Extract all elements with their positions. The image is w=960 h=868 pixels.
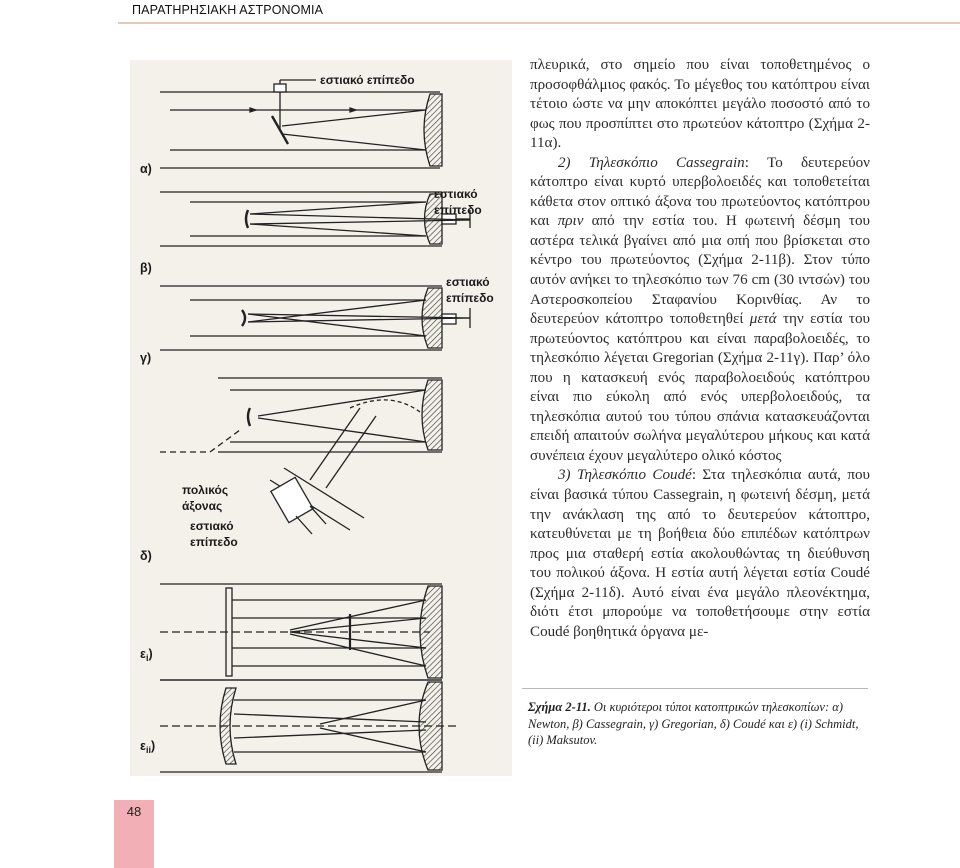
label-d: δ) (140, 549, 152, 563)
cassegrain-text-b: από την εστία του. Η φωτεινή δέσμη του αστέρα τελικά βγαίνει από μια οπή που βρίσκεται στο κέντρο του πρωτεύοντος (Σχήμα 2-11β). Στον τύπο αυτόν ανήκει το τηλεσκόπιο των 76 cm (30 ιντσών) του Αστεροσκοπείου Σταφανίου Κορινθίας. Αν το δευτερεύον κάτοπτρο τοποθετηθεί (530, 213, 870, 328)
paragraph-newton-end: πλευρικά, στο σημείο που είναι τοποθετημένος ο προσοφθάλμιος φακός. Το μέγεθος του κατόπτρου είναι τέτοιο ώστε να μην αποκόπτει μεγάλο ποσοστό από το φως που προσπίπτει στο πρωτεύον κάτοπτρο (Σχήμα 2-11α). (530, 57, 870, 152)
annotation-focal-b-line2: επίπεδο (434, 203, 482, 217)
gregorian-diagram (160, 286, 470, 350)
label-ei (140, 647, 153, 663)
paragraph-coude (530, 466, 870, 642)
label-eii-paren: ) (150, 739, 156, 753)
page-number: 48 (126, 804, 142, 819)
figure-caption (528, 699, 870, 749)
annotation-polar-line1: πολικός (182, 483, 229, 497)
coude-title: 3) Τηλεσκόπιο Coudé (558, 467, 692, 484)
caption-rule (522, 688, 868, 689)
caption-label: Σχήμα 2-11. (528, 700, 591, 714)
telescope-diagrams (130, 60, 512, 776)
label-ei-letter: ε (140, 647, 146, 661)
cassegrain-diagram (160, 192, 470, 246)
page-number-box (114, 800, 154, 868)
annotation-focal-c-line2: επίπεδο (446, 291, 494, 305)
paragraph-cassegrain (530, 154, 870, 467)
coude-text: : Στα τηλεσκόπια αυτά, που είναι βασικά τύπου Cassegrain, η φωτεινή δέσμη, μετά την ανάκλαση της από το δευτερεύον κάτοπτρο, κατευθύνεται με τη βοήθεια δύο επιπέδων κατόπτρων προς μια σταθερή εστία ακολουθώντας τη διεύθυνση του πολικού άξονα. Η εστία αυτή λέγεται εστία Coudé (Σχήμα 2-11δ). Αυτό είναι ένα μεγάλο πλεονέκτημα, διότι έτσι μπορούμε να τοποθετήσουμε στην εστία Coudé βοηθητικά όργανα με- (530, 467, 870, 640)
cassegrain-title: 2) Τηλεσκόπιο Cassegrain (558, 154, 745, 171)
header-rule (118, 22, 960, 24)
caption-text: Οι κυριότεροι τύποι κατοπτρικών τηλεσκοπίων: α) Newton, β) Cassegrain, γ) Gregorian, δ) Coudé και ε) (i) Schmidt, (ii) Maksutov. (528, 700, 859, 747)
label-b: β) (140, 261, 152, 275)
maksutov-diagram (160, 680, 460, 772)
label-eii (140, 739, 155, 755)
cassegrain-text-a: : Το δευτερεύον κάτοπτρο είναι κυρτό υπερβολοειδές και τοποθετείται κάθετα στον οπτικό άξονα του πρωτεύοντος κατόπτρου και (530, 154, 870, 230)
cassegrain-emphasis-before: πριν (557, 213, 584, 230)
telescope-figure (130, 60, 512, 776)
body-text (530, 56, 870, 642)
gregorian-emphasis-after: μετά (749, 311, 777, 328)
annotation-focal-d-line2: επίπεδο (190, 535, 238, 549)
annotation-focal-b-line1: εστιακό (434, 187, 478, 201)
newton-diagram (160, 80, 442, 168)
annotation-focal-plane-a: εστιακό επίπεδο (320, 73, 415, 87)
annotation-focal-c-line1: εστιακό (446, 275, 490, 289)
annotation-focal-d-line1: εστιακό (190, 519, 234, 533)
label-a: α) (140, 162, 152, 176)
cassegrain-text-c: την εστία του πρωτεύοντος κατόπτρου και είναι παραβολοειδές, το τηλεσκόπιο λέγεται Gregorian (Σχήμα 2-11γ). Παρ’ όλο που η κατασκευή ενός παραβολοειδούς κατόπτρου είναι πιο εύκολη από ενός υπερβολοειδούς, τα τηλεσκόπια αυτού του τύπου σπάνια κατασκευάζονται επειδή απαιτούν σωλήνα μεγαλύτερου μήκους και κατά συνέπεια έχουν μεγαλύτερο ολικό κόστος (530, 311, 870, 464)
label-eii-sub: ii (145, 745, 151, 755)
schmidt-diagram (160, 584, 442, 680)
annotation-polar-line2: άξονας (182, 499, 223, 513)
label-ei-sub: i (145, 653, 149, 663)
label-c: γ) (140, 351, 152, 365)
running-header: ΠΑΡΑΤΗΡΗΣΙΑΚΗ ΑΣΤΡΟΝΟΜΙΑ (132, 3, 324, 17)
label-ei-paren: ) (148, 647, 153, 661)
label-eii-letter: ε (140, 739, 146, 753)
